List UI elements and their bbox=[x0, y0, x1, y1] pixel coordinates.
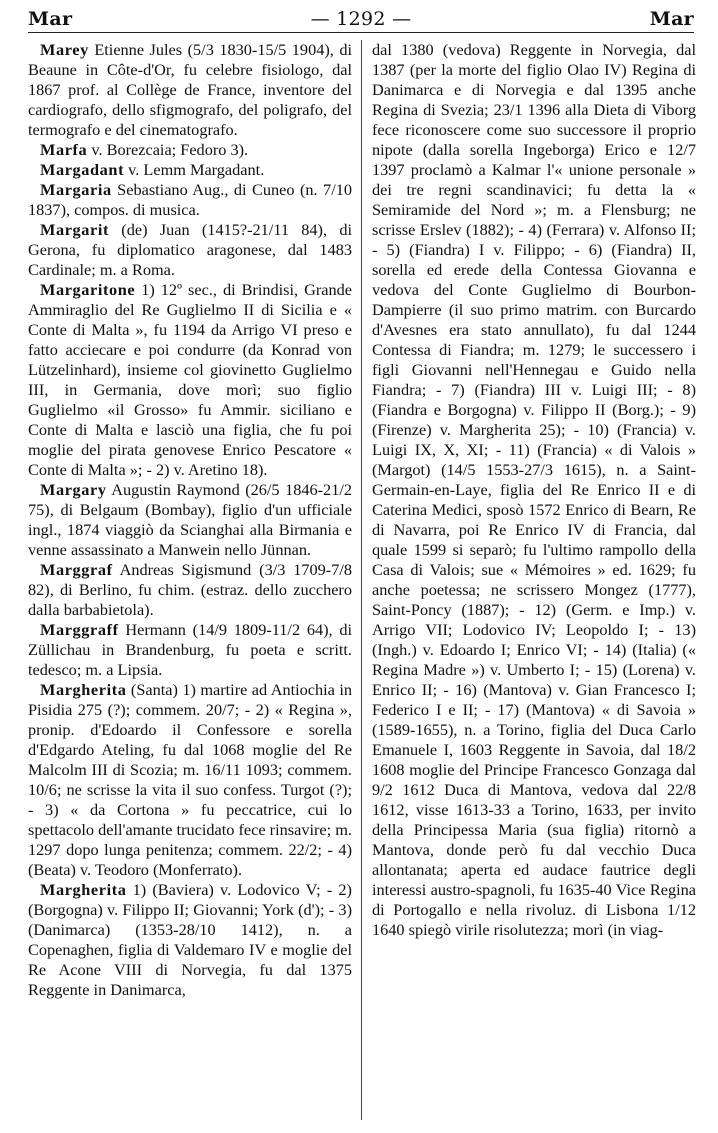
entry-marggraf bbox=[28, 560, 352, 620]
entry-margary bbox=[28, 480, 352, 560]
entry-headword: Margherita bbox=[40, 680, 127, 699]
entry-margherita bbox=[28, 880, 352, 1000]
entry-margaritone bbox=[28, 280, 352, 480]
entry-headword: Margaria bbox=[40, 180, 112, 199]
entry-text: (Santa) 1) martire ad Antiochia in Pisidia 275 (?); commem. 20/7; - 2) « Regina », pronip. d'Edoardo il Confessore e sorella d'Edgardo Ateling, fu dal 1068 moglie del Re Malcolm III di Scozia; m. 16/11 1093; commem. 10/6; ne scrisse la vita il suo confess. Turgot (?); - 3) « da Cortona » fu peccatrice, cui lo spettacolo dell'amante trucidato fece rinsavire; m. 1297 dopo lunga penitenza; commem. 22/2; - 4) (Beata) v. Teodoro (Monferrato). bbox=[28, 680, 352, 879]
entry-marey bbox=[28, 40, 352, 140]
entry-margadant bbox=[28, 160, 352, 180]
entry-text: (de) Juan (1415?-21/11 84), di Gerona, fu diplomatico aragonese, dal 1483 Cardinale; m. a Roma. bbox=[28, 220, 352, 279]
entry-text: Etienne Jules (5/3 1830-15/5 1904), di Beaune in Côte-d'Or, fu celebre fisiologo, dal 1867 prof. al Collège de France, inventore del cardiografo, dello sfigmografo, del poligrafo, del termografo e del cinematografo. bbox=[28, 40, 352, 139]
entry-margaria bbox=[28, 180, 352, 220]
entry-headword: Marggraf bbox=[40, 560, 113, 579]
page-number: — 1292 — bbox=[310, 8, 412, 30]
entry-text: 1) (Baviera) v. Lodovico V; - 2) (Borgogna) v. Filippo II; Giovanni; York (d'); - 3) (Danimarca) (1353-28/10 1412), n. a Copenaghen, figlia di Valdemaro IV e moglie del Re Acone VIII di Norvegia, fu dal 1375 Reggente in Danimarca, bbox=[28, 880, 352, 999]
entry-margherita-continued bbox=[372, 40, 696, 940]
header-left-guideword: Mar bbox=[28, 8, 73, 30]
entry-text: Hermann (14/9 1809-11/2 64), di Züllichau in Brandenburg, fu poeta e scritt. tedesco; m. a Lipsia. bbox=[28, 620, 352, 679]
entry-text: Sebastiano Aug., di Cuneo (n. 7/10 1837), compos. di musica. bbox=[28, 180, 352, 219]
header-right-guideword: Mar bbox=[649, 8, 694, 30]
entry-headword: Marey bbox=[40, 40, 89, 59]
entry-headword: Marfa bbox=[40, 140, 88, 159]
entry-margarit bbox=[28, 220, 352, 280]
entry-text: Augustin Raymond (26/5 1846-21/2 75), di Belgaum (Bombay), figlio d'un ufficiale ingl., 1874 viaggiò da Scianghai alla Birmania e venne assassinato a Manwein nello Jünnan. bbox=[28, 480, 352, 559]
entry-headword: Margadant bbox=[40, 160, 125, 179]
entry-headword: Margherita bbox=[40, 880, 127, 899]
entry-marggraff bbox=[28, 620, 352, 680]
left-column bbox=[28, 40, 352, 1126]
entry-text: 1) 12º sec., di Brindisi, Grande Ammiraglio del Re Guglielmo II di Sicilia e « Conte di Malta », fu 1194 da Arrigo VI preso e fatto acciecare e poi condurre (da Konrad von Lützelinhard), insieme col giovinetto Guglielmo III, in Germania, dove morì; suo figlio Guglielmo «il Grosso» fu Ammir. siciliano e Conte di Malta e lasciò una figlia, che fu poi moglie del pirata genovese Enrico Pescatore « Conte di Malta »; - 2) v. Aretino 18). bbox=[28, 280, 352, 479]
right-column bbox=[372, 40, 696, 1126]
entry-text: Andreas Sigismund (3/3 1709-7/8 82), di Berlino, fu chim. (estraz. dello zucchero dalla barbabietola). bbox=[28, 560, 352, 619]
entry-marfa bbox=[28, 140, 352, 160]
entry-text: dal 1380 (vedova) Reggente in Norvegia, dal 1387 (per la morte del figlio Olao IV) Regina di Danimarca e di Norvegia e dal 1395 anche Regina di Svezia; 23/1 1396 alla Dieta di Viborg fece riconoscere come suo successore il proprio nipote (dalla sorella Ingeborga) Erico e 12/7 1397 proclamò a Kalmar l'« unione personale » dei tre regni scandinavici; fu detta la « Semiramide del Nord »; m. a Flensburg; ne scrisse Erslev (1882); - 4) (Ferrara) v. Alfonso II; - 5) (Fiandra) I v. Filippo; - 6) (Fiandra) II, sorella ed erede della Contessa Giovanna e vedova del Conte Guglielmo di Bourbon-Dampierre (il suo primo matrim. con Burcardo d'Avesnes era stato annullato), fu dal 1244 Contessa di Fiandra; m. 1279; le successero i figli Giovanni nell'Hennegau e Guido nella Fiandra; - 7) (Fiandra) III v. Luigi III; - 8) (Fiandra e Borgogna) v. Filippo II (Borg.); - 9) (Firenze) v. Margherita 25); - 10) (Francia) v. Luigi IX, X, XI; - 11) (Francia) « di Valois » (Margot) (14/5 1553-27/3 1615), n. a Saint-Germain-en-Laye, figlia del Re Enrico II e di Caterina Medici, sposò 1572 Enrico di Bearn, Re di Navarra, poi Re Enrico IV di Francia, dal quale 1599 si separò; fu l'ultimo rampollo della Casa di Valois; sue « Mémoires » ed. 1629; fu anche poetessa; ne scrissero Mongez (1777), Saint-Poncy (1887); - 12) (Germ. e Imp.) v. Arrigo VII; Lodovico IV; Leopoldo I; - 13) (Ingh.) v. Edoardo I; Enrico VI; - 14) (Italia) (« Regina Madre ») v. Umberto I; - 15) (Lorena) v. Enrico II; - 16) (Mantova) v. Gian Francesco I; Federico I e II; - 17) (Mantova) « di Savoia » (1589-1655), n. a Torino, figlia del Duca Carlo Emanuele I, 1603 Reggente in Savoia, dal 18/2 1608 moglie del Principe Francesco Gonzaga dal 9/2 1612 Duca di Mantova, vedova dal 22/8 1612, visse 1613-33 a Torino, 1633, per invito della Principessa Maria (sua figlia) ritornò a Mantova, donde però fu dal vecchio Duca allontanata; aperta ed audace fautrice degli interessi austro-spagnoli, fu 1635-40 Vice Regina di Portogallo e nella rivoluz. di Lisbona 1/12 1640 spiegò virile risolutezza; morì (in viag- bbox=[372, 40, 696, 939]
entry-headword: Margary bbox=[40, 480, 107, 499]
entry-text: v. Borezcaia; Fedoro 3). bbox=[91, 140, 249, 159]
entry-headword: Margarit bbox=[40, 220, 109, 239]
column-divider bbox=[361, 40, 362, 1120]
entry-headword: Margaritone bbox=[40, 280, 136, 299]
entry-margherita-santa bbox=[28, 680, 352, 880]
entry-headword: Marggraff bbox=[40, 620, 119, 639]
entry-text: v. Lemm Margadant. bbox=[128, 160, 265, 179]
page-header bbox=[28, 6, 694, 33]
